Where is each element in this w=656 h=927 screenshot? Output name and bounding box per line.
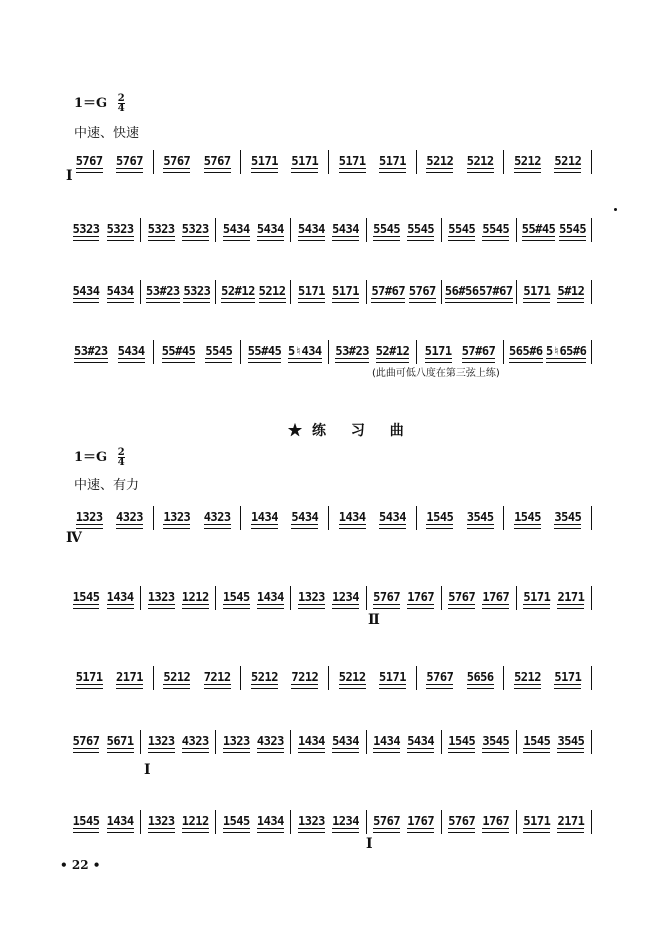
beat-group: 2171 bbox=[116, 670, 143, 690]
time-numerator: 2 bbox=[117, 93, 125, 104]
beat-group: 5767 bbox=[448, 814, 475, 834]
beat-group: 5767 bbox=[116, 154, 143, 174]
measure bbox=[291, 734, 365, 754]
measure bbox=[517, 284, 591, 304]
beat-group: 5434 bbox=[407, 734, 434, 754]
measure bbox=[216, 734, 290, 754]
measure bbox=[241, 344, 328, 364]
score-row bbox=[66, 728, 592, 754]
beat-group: 5171 bbox=[339, 154, 366, 174]
beat-group: 4323 bbox=[116, 510, 143, 530]
measure bbox=[66, 222, 140, 242]
beat-group: 1212 bbox=[182, 814, 209, 834]
beat-group: 56#56 bbox=[445, 284, 479, 304]
beat-group: 5434 bbox=[107, 284, 134, 304]
beat-group: 1323 bbox=[298, 814, 325, 834]
measure bbox=[154, 344, 241, 364]
barline-end bbox=[591, 810, 592, 834]
beat-group: 3545 bbox=[554, 510, 581, 530]
beat-group: 5767 bbox=[73, 734, 100, 754]
measure bbox=[442, 284, 516, 304]
beat-group: 5767 bbox=[163, 154, 190, 174]
beat-group: 5171 bbox=[379, 154, 406, 174]
measure bbox=[154, 154, 241, 174]
key-signature-1 bbox=[74, 92, 125, 113]
time-denominator: 4 bbox=[117, 457, 125, 468]
key-signature-2 bbox=[74, 446, 125, 467]
beat-group: 5212 bbox=[514, 670, 541, 690]
beat-group: 5545 bbox=[373, 222, 400, 242]
beat-group: 1234 bbox=[332, 814, 359, 834]
beat-group: 3545 bbox=[482, 734, 509, 754]
beat-group: 4323 bbox=[204, 510, 231, 530]
measure bbox=[504, 154, 591, 174]
barline-end bbox=[591, 666, 592, 690]
measure bbox=[442, 814, 516, 834]
beat-group: 1323 bbox=[76, 510, 103, 530]
beat-group: 5171 bbox=[251, 154, 278, 174]
beat-group: 5545 bbox=[559, 222, 586, 242]
page-number: • 22 • bbox=[60, 858, 101, 872]
measure bbox=[517, 590, 591, 610]
beat-group: 5212 bbox=[339, 670, 366, 690]
beat-group: 7212 bbox=[204, 670, 231, 690]
measure bbox=[442, 222, 516, 242]
measure bbox=[442, 734, 516, 754]
beat-group: 5171 bbox=[291, 154, 318, 174]
beat-group: 5♮434 bbox=[288, 344, 322, 364]
beat-group: 55#45 bbox=[248, 344, 282, 364]
beat-group: 1323 bbox=[148, 734, 175, 754]
measure bbox=[66, 590, 140, 610]
beat-group: 4323 bbox=[182, 734, 209, 754]
measure bbox=[417, 510, 504, 530]
beat-group: 57#67 bbox=[371, 284, 405, 304]
beat-group: 7212 bbox=[291, 670, 318, 690]
measure bbox=[154, 670, 241, 690]
measure bbox=[367, 590, 441, 610]
measure bbox=[141, 590, 215, 610]
measure bbox=[504, 344, 591, 364]
beat-group: 5434 bbox=[223, 222, 250, 242]
measure bbox=[504, 510, 591, 530]
beat-group: 5767 bbox=[76, 154, 103, 174]
measure bbox=[66, 284, 140, 304]
beat-group: 5434 bbox=[332, 734, 359, 754]
beat-group: 5#12 bbox=[557, 284, 584, 304]
beat-group: 55#45 bbox=[522, 222, 556, 242]
measure bbox=[367, 814, 441, 834]
beat-group: 5323 bbox=[107, 222, 134, 242]
barline-end bbox=[591, 218, 592, 242]
measure bbox=[517, 222, 591, 242]
beat-group: 5171 bbox=[379, 670, 406, 690]
beat-group: 1323 bbox=[148, 814, 175, 834]
measure bbox=[367, 222, 441, 242]
measure bbox=[417, 670, 504, 690]
beat-group: 5323 bbox=[148, 222, 175, 242]
beat-group: 1545 bbox=[223, 590, 250, 610]
tempo-marking-2: 中速、有力 bbox=[74, 478, 140, 493]
position-mark-ii: Ⅱ bbox=[368, 612, 380, 628]
beat-group: 1545 bbox=[448, 734, 475, 754]
beat-group: 5212 bbox=[163, 670, 190, 690]
beat-group: 1323 bbox=[148, 590, 175, 610]
beat-group: 1545 bbox=[73, 590, 100, 610]
beat-group: 55#45 bbox=[162, 344, 196, 364]
speck bbox=[614, 208, 617, 211]
beat-group: 1234 bbox=[332, 590, 359, 610]
beat-group: 5545 bbox=[407, 222, 434, 242]
beat-group: 2171 bbox=[557, 814, 584, 834]
beat-group: 5212 bbox=[259, 284, 286, 304]
measure bbox=[216, 284, 290, 304]
key-label: 1＝G bbox=[74, 450, 108, 465]
performance-note: (此曲可低八度在第三弦上练) bbox=[372, 368, 500, 379]
beat-group: 5171 bbox=[523, 814, 550, 834]
beat-group: 1212 bbox=[182, 590, 209, 610]
measure bbox=[367, 284, 441, 304]
section-title: ★练 习 曲 bbox=[288, 423, 414, 439]
measure bbox=[329, 154, 416, 174]
measure bbox=[241, 670, 328, 690]
measure bbox=[329, 510, 416, 530]
beat-group: 5767 bbox=[204, 154, 231, 174]
measure bbox=[367, 734, 441, 754]
position-mark-i-b: I bbox=[366, 836, 373, 852]
measure bbox=[291, 590, 365, 610]
barline-end bbox=[591, 586, 592, 610]
measure bbox=[141, 814, 215, 834]
measure bbox=[329, 670, 416, 690]
score-row bbox=[66, 664, 592, 690]
measure bbox=[216, 590, 290, 610]
barline-end bbox=[591, 506, 592, 530]
beat-group: 1767 bbox=[482, 814, 509, 834]
beat-group: 5323 bbox=[183, 284, 210, 304]
measure bbox=[66, 344, 153, 364]
beat-group: 5767 bbox=[373, 814, 400, 834]
measure bbox=[216, 814, 290, 834]
measure bbox=[291, 222, 365, 242]
beat-group: 1434 bbox=[298, 734, 325, 754]
barline-end bbox=[591, 150, 592, 174]
beat-group: 5545 bbox=[482, 222, 509, 242]
barline-end bbox=[591, 280, 592, 304]
beat-group: 5171 bbox=[332, 284, 359, 304]
beat-group: 1323 bbox=[163, 510, 190, 530]
beat-group: 1434 bbox=[257, 814, 284, 834]
beat-group: 52#12 bbox=[376, 344, 410, 364]
beat-group: 1545 bbox=[523, 734, 550, 754]
position-mark-1: I bbox=[66, 168, 73, 184]
beat-group: 5171 bbox=[523, 284, 550, 304]
beat-group: 1323 bbox=[223, 734, 250, 754]
position-mark-i-a: I bbox=[144, 762, 151, 778]
measure bbox=[517, 734, 591, 754]
measure bbox=[216, 222, 290, 242]
measure bbox=[141, 284, 215, 304]
beat-group: 1323 bbox=[298, 590, 325, 610]
measure bbox=[417, 344, 504, 364]
beat-group: 5171 bbox=[298, 284, 325, 304]
beat-group: 53#23 bbox=[74, 344, 108, 364]
score-row bbox=[66, 148, 592, 174]
beat-group: 5212 bbox=[467, 154, 494, 174]
measure bbox=[504, 670, 591, 690]
time-signature-1 bbox=[118, 94, 125, 113]
beat-group: 5671 bbox=[107, 734, 134, 754]
score-row bbox=[66, 338, 592, 364]
beat-group: 1434 bbox=[107, 814, 134, 834]
beat-group: 4323 bbox=[257, 734, 284, 754]
beat-group: 1545 bbox=[514, 510, 541, 530]
measure bbox=[66, 734, 140, 754]
beat-group: 5767 bbox=[448, 590, 475, 610]
beat-group: 5♮65#6 bbox=[546, 344, 586, 364]
beat-group: 1545 bbox=[426, 510, 453, 530]
beat-group: 5212 bbox=[251, 670, 278, 690]
beat-group: 1545 bbox=[223, 814, 250, 834]
time-denominator: 4 bbox=[117, 103, 125, 114]
beat-group: 3545 bbox=[557, 734, 584, 754]
beat-group: 5434 bbox=[73, 284, 100, 304]
beat-group: 1434 bbox=[373, 734, 400, 754]
measure bbox=[241, 510, 328, 530]
beat-group: 2171 bbox=[557, 590, 584, 610]
beat-group: 5656 bbox=[467, 670, 494, 690]
beat-group: 5434 bbox=[379, 510, 406, 530]
measure bbox=[66, 154, 153, 174]
key-label: 1＝G bbox=[74, 96, 108, 111]
position-mark-iv: Ⅳ bbox=[66, 530, 82, 546]
beat-group: 5323 bbox=[73, 222, 100, 242]
measure bbox=[517, 814, 591, 834]
beat-group: 5434 bbox=[291, 510, 318, 530]
score-row bbox=[66, 216, 592, 242]
beat-group: 1434 bbox=[107, 590, 134, 610]
beat-group: 1767 bbox=[407, 814, 434, 834]
beat-group: 5434 bbox=[118, 344, 145, 364]
beat-group: 5545 bbox=[205, 344, 232, 364]
measure bbox=[417, 154, 504, 174]
beat-group: 5171 bbox=[554, 670, 581, 690]
beat-group: 1434 bbox=[339, 510, 366, 530]
beat-group: 53#23 bbox=[146, 284, 180, 304]
beat-group: 5171 bbox=[425, 344, 452, 364]
measure bbox=[291, 284, 365, 304]
beat-group: 5171 bbox=[76, 670, 103, 690]
beat-group: 1545 bbox=[73, 814, 100, 834]
beat-group: 5767 bbox=[373, 590, 400, 610]
beat-group: 1434 bbox=[251, 510, 278, 530]
beat-group: 5434 bbox=[257, 222, 284, 242]
beat-group: 5545 bbox=[448, 222, 475, 242]
time-signature-2 bbox=[118, 448, 125, 467]
beat-group: 52#12 bbox=[221, 284, 255, 304]
beat-group: 57#67 bbox=[462, 344, 496, 364]
score-row bbox=[66, 278, 592, 304]
beat-group: 1767 bbox=[482, 590, 509, 610]
measure bbox=[291, 814, 365, 834]
measure bbox=[141, 734, 215, 754]
beat-group: 1767 bbox=[407, 590, 434, 610]
beat-group: 5323 bbox=[182, 222, 209, 242]
measure bbox=[66, 510, 153, 530]
score-row bbox=[66, 504, 592, 530]
measure bbox=[66, 814, 140, 834]
measure bbox=[66, 670, 153, 690]
measure bbox=[241, 154, 328, 174]
measure bbox=[442, 590, 516, 610]
beat-group: 5171 bbox=[523, 590, 550, 610]
beat-group: 5212 bbox=[554, 154, 581, 174]
beat-group: 3545 bbox=[467, 510, 494, 530]
beat-group: 53#23 bbox=[335, 344, 369, 364]
measure bbox=[141, 222, 215, 242]
beat-group: 5767 bbox=[409, 284, 436, 304]
beat-group: 5434 bbox=[332, 222, 359, 242]
tempo-marking-1: 中速、快速 bbox=[74, 126, 140, 141]
measure bbox=[329, 344, 416, 364]
barline-end bbox=[591, 340, 592, 364]
beat-group: 5767 bbox=[426, 670, 453, 690]
barline-end bbox=[591, 730, 592, 754]
beat-group: 57#67 bbox=[479, 284, 513, 304]
beat-group: 5434 bbox=[298, 222, 325, 242]
measure bbox=[154, 510, 241, 530]
beat-group: 1434 bbox=[257, 590, 284, 610]
score-row bbox=[66, 808, 592, 834]
beat-group: 565#6 bbox=[509, 344, 543, 364]
score-row bbox=[66, 584, 592, 610]
time-numerator: 2 bbox=[117, 447, 125, 458]
beat-group: 5212 bbox=[426, 154, 453, 174]
beat-group: 5212 bbox=[514, 154, 541, 174]
